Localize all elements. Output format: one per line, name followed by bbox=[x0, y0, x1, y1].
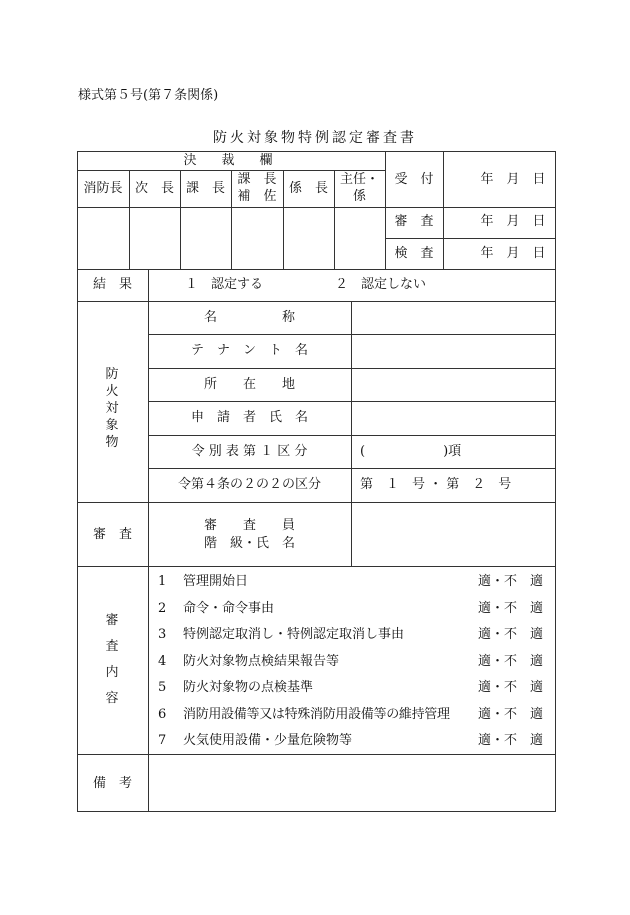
subject-char: 物 bbox=[105, 435, 119, 450]
role-assistant-chief-line2: 補 佐 bbox=[237, 189, 277, 204]
subject-label bbox=[104, 366, 120, 451]
item-text: 命令・命令事由 bbox=[183, 601, 275, 616]
role-senior-staff-line1: 主任・ bbox=[339, 172, 379, 187]
role-senior-staff-line2: 係 bbox=[352, 189, 366, 204]
item-text: 防火対象物点検結果報告等 bbox=[183, 654, 340, 669]
examiner-title-line1: 審 査 員 bbox=[203, 518, 295, 533]
review-date: 年 月 日 bbox=[480, 214, 546, 229]
inspection-date: 年 月 日 bbox=[480, 246, 546, 261]
role-section-chief: 課 長 bbox=[185, 181, 225, 196]
item-check[interactable]: 適・不 適 bbox=[478, 680, 544, 695]
item-number: 6 bbox=[158, 707, 167, 722]
contents-char: 査 bbox=[105, 639, 119, 654]
annex-class-field[interactable]: ( )項 bbox=[360, 444, 462, 459]
article-division-field[interactable]: 第 １ 号 ・ 第 ２ 号 bbox=[360, 477, 512, 492]
item-number: 3 bbox=[158, 627, 167, 642]
examiner-title-line2: 階 級・氏 名 bbox=[203, 536, 295, 551]
review-label: 審 査 bbox=[394, 214, 434, 229]
contents-char: 審 bbox=[105, 613, 119, 628]
item-check[interactable]: 適・不 適 bbox=[478, 574, 544, 589]
receipt-label: 受 付 bbox=[394, 172, 434, 187]
role-deputy-chief: 次 長 bbox=[134, 181, 174, 196]
contents-char: 容 bbox=[105, 691, 119, 706]
subject-char: 防 bbox=[105, 367, 119, 382]
inspection-label: 検 査 bbox=[394, 246, 434, 261]
form-number: 様式第５号(第７条関係) bbox=[78, 88, 219, 103]
role-assistant-chief-line1: 課 長 bbox=[237, 172, 277, 187]
subject-char: 象 bbox=[105, 418, 119, 433]
role-fire-chief: 消防長 bbox=[83, 181, 123, 196]
item-text: 消防用設備等又は特殊消防用設備等の維持管理 bbox=[183, 707, 450, 722]
role-unit-chief: 係 長 bbox=[288, 181, 328, 196]
location-label: 所 在 地 bbox=[203, 377, 295, 392]
examiner-label: 審 査 bbox=[92, 527, 132, 542]
item-text: 特例認定取消し・特例認定取消し事由 bbox=[183, 627, 405, 642]
document-title: 防火対象物特例認定審査書 bbox=[213, 130, 417, 146]
item-check[interactable]: 適・不 適 bbox=[478, 733, 544, 748]
remarks-field[interactable] bbox=[149, 755, 555, 811]
subject-char: 火 bbox=[105, 384, 119, 399]
annex-table-class-label: 令 別 表 第 １ 区 分 bbox=[191, 444, 308, 459]
item-check[interactable]: 適・不 適 bbox=[478, 627, 544, 642]
item-number: 5 bbox=[158, 680, 167, 695]
applicant-name-label: 申 請 者 氏 名 bbox=[190, 410, 308, 425]
receipt-date: 年 月 日 bbox=[480, 172, 546, 187]
name-label: 名 称 bbox=[203, 310, 295, 325]
item-number: 2 bbox=[158, 601, 167, 616]
item-text: 火気使用設備・少量危険物等 bbox=[183, 733, 353, 748]
item-check[interactable]: 適・不 適 bbox=[478, 654, 544, 669]
item-check[interactable]: 適・不 適 bbox=[478, 707, 544, 722]
item-check[interactable]: 適・不 適 bbox=[478, 601, 544, 616]
tenant-name-label: テ ナ ン ト 名 bbox=[190, 343, 308, 358]
item-text: 管理開始日 bbox=[183, 574, 249, 589]
approval-heading: 決 裁 欄 bbox=[183, 153, 279, 168]
item-number: 4 bbox=[158, 654, 167, 669]
result-option-reject: ２ 認定しない bbox=[335, 277, 427, 292]
article-division-label: 令第４条の２の２の区分 bbox=[177, 477, 321, 492]
item-number: 7 bbox=[158, 733, 167, 748]
result-option-approve: １ 認定する bbox=[185, 277, 264, 292]
item-text: 防火対象物の点検基準 bbox=[183, 680, 314, 695]
remarks-label: 備 考 bbox=[92, 776, 132, 791]
contents-char: 内 bbox=[105, 665, 119, 680]
review-contents-label bbox=[104, 612, 120, 707]
result-label: 結 果 bbox=[92, 277, 132, 292]
subject-char: 対 bbox=[105, 401, 119, 416]
item-number: 1 bbox=[158, 574, 167, 589]
